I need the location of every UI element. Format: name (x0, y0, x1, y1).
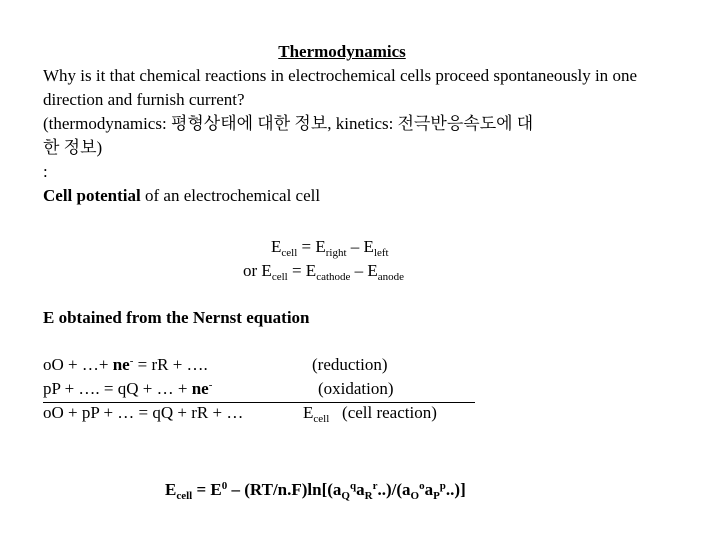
ecell-symbol: E (261, 261, 272, 280)
intro-note-line2: 한 정보) (43, 138, 103, 157)
p-exponent: p (439, 480, 446, 492)
equals-e: = E (287, 261, 317, 280)
label-oxidation: (oxidation) (318, 379, 394, 398)
minus-e: – E (350, 261, 378, 280)
ecell-subscript: cell (281, 247, 298, 259)
equals-e: = E (297, 237, 326, 256)
cell-potential-rest: of an electrochemical cell (140, 186, 321, 205)
ecell-subscript: cell (271, 271, 288, 283)
q-subscript: Q (341, 490, 350, 502)
reaction-oxidation (43, 377, 212, 401)
nernst-heading: E obtained from the Nernst equation (43, 308, 310, 327)
activity: a (424, 480, 434, 499)
r-subscript: R (364, 490, 373, 502)
cathode-subscript: cathode (316, 271, 351, 283)
equals-e0: = E (192, 480, 222, 499)
o-exponent: o (419, 480, 425, 492)
activity: a (356, 480, 365, 499)
nernst-equation (165, 478, 466, 502)
minus-e: – E (346, 237, 374, 256)
ecell-subscript: cell (313, 413, 330, 425)
intro-note-line1: (thermodynamics: 평형상태에 대한 정보, kinetics: 전극반응속도에 대 (43, 114, 534, 133)
p-subscript: P (433, 490, 440, 502)
r-exponent: r (372, 480, 378, 492)
ecell-symbol: E (303, 403, 314, 422)
left-subscript: left (373, 247, 389, 259)
ecell-subscript: cell (176, 490, 193, 502)
anode-subscript: anode (377, 271, 405, 283)
standard-superscript: 0 (221, 480, 228, 492)
intro-paragraph (43, 64, 637, 160)
nernst-term: ..)] (445, 480, 466, 499)
reaction-cell: oO + pP + … = qQ + rR + … (43, 403, 244, 422)
page-title: Thermodynamics (278, 42, 406, 61)
right-subscript: right (325, 247, 347, 259)
electrons: ne (112, 355, 130, 374)
reaction-text: = rR + …. (133, 355, 208, 374)
label-cell-reaction (303, 401, 437, 425)
reaction-text: pP + …. = qQ + … + (43, 379, 192, 398)
nernst-term: – (RT/n.F)ln[(a (227, 480, 342, 499)
nernst-term: ..)/(a (377, 480, 411, 499)
cell-potential-term: Cell potential (43, 186, 141, 205)
ecell-symbol: E (165, 480, 177, 499)
or-label: or (243, 261, 262, 280)
electron-charge: - (129, 355, 134, 367)
q-exponent: q (349, 480, 357, 492)
reaction-text: oO + …+ (43, 355, 113, 374)
cell-reaction-label: (cell reaction) (329, 403, 437, 422)
label-reduction: (reduction) (312, 355, 388, 374)
reaction-reduction (43, 353, 208, 377)
cell-potential-line (43, 184, 320, 208)
ecell-equation-2 (243, 259, 404, 283)
electrons: ne (191, 379, 209, 398)
ecell-equation-1 (271, 235, 389, 259)
ecell-symbol: E (271, 237, 282, 256)
intro-question: Why is it that chemical reactions in electrochemical cells proceed spontaneously in one direction and furnish current? (43, 66, 637, 109)
o-subscript: O (410, 490, 420, 502)
colon: : (43, 162, 48, 181)
electron-charge: - (208, 379, 213, 391)
